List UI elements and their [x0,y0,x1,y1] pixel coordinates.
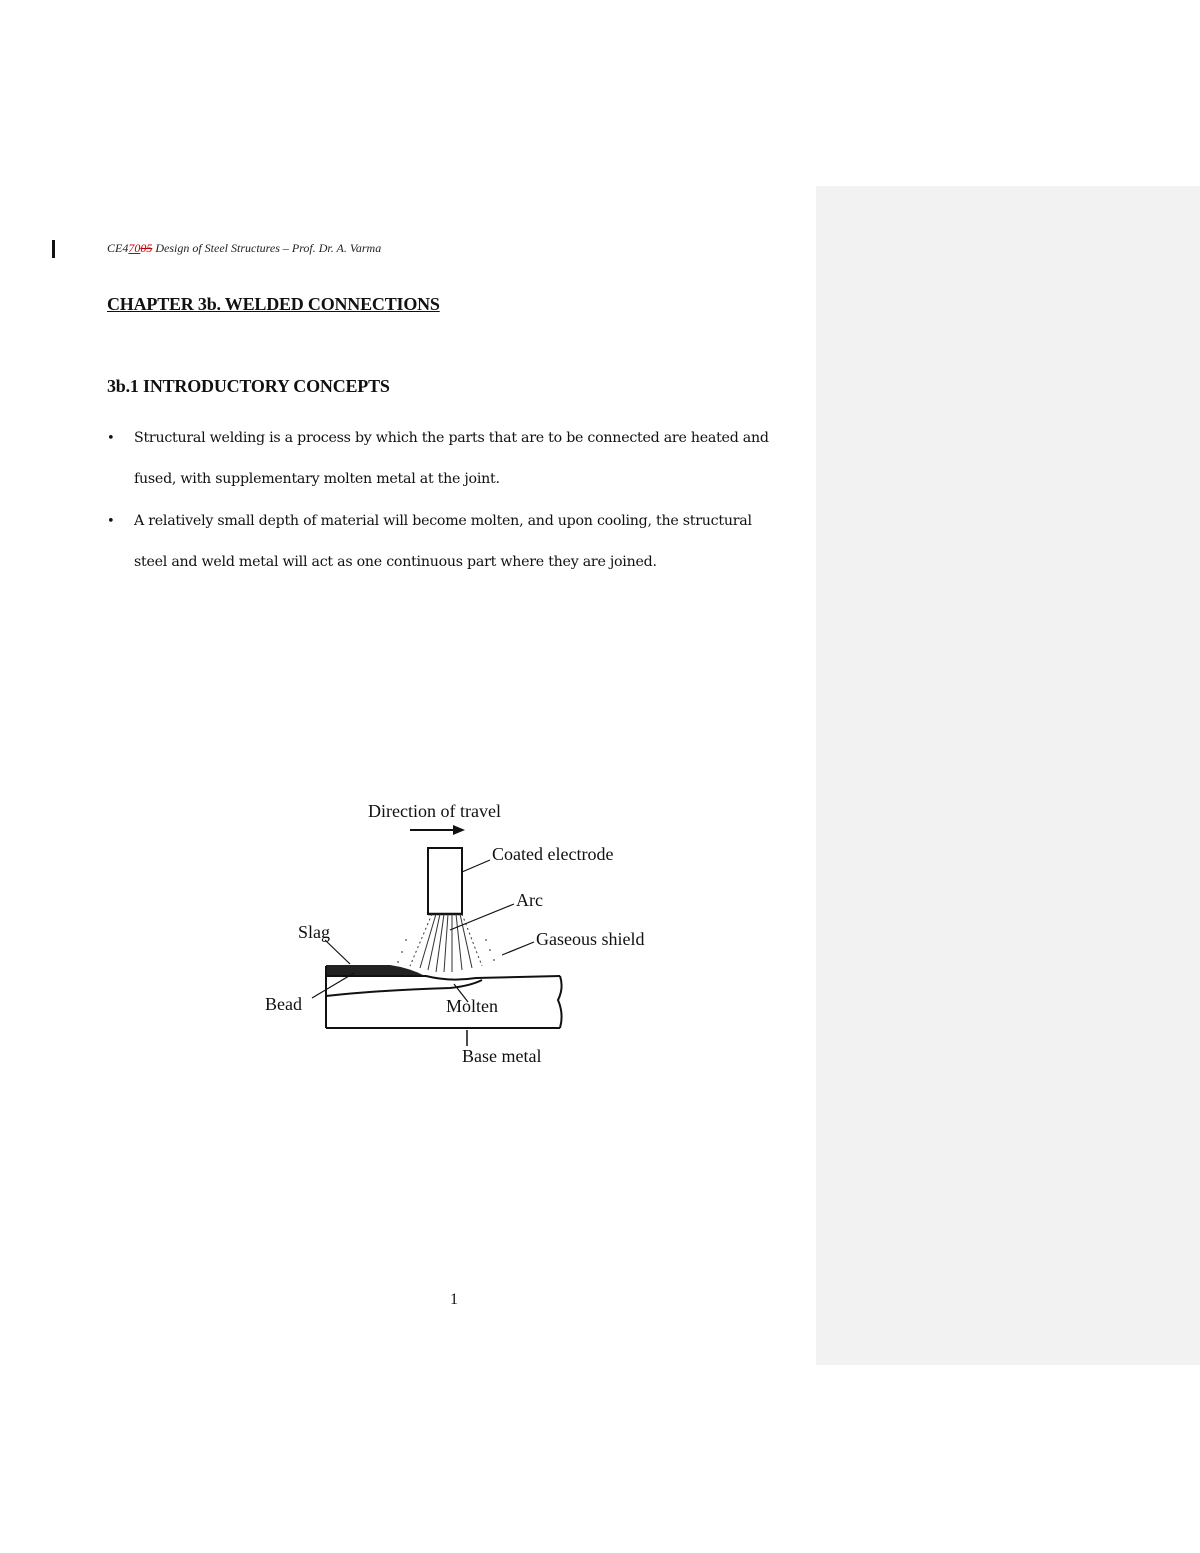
label-slag: Slag [298,922,331,942]
comment-margin-pane [816,186,1200,1365]
coated-electrode-shape [428,848,462,914]
direction-arrow-icon [410,825,465,835]
label-coated-electrode: Coated electrode [492,844,614,864]
bullet-list [107,418,777,584]
header-course-title: Design of Steel Structures – Prof. Dr. A. Varma [152,241,382,255]
header-course-deletion: 05 [140,241,153,255]
bullet-marker: • [107,431,115,446]
label-gaseous-shield: Gaseous shield [536,929,645,949]
label-base-metal: Base metal [462,1046,542,1066]
section-heading: 3b.1 INTRODUCTORY CONCEPTS [107,376,390,396]
welding-process-figure [250,790,680,1080]
bullet-item [107,418,777,500]
bullet-text: A relatively small depth of material will become molten, and upon cooling, the structural steel and weld metal will act as one continuous part where they are joined. [134,513,752,570]
bullet-marker: • [107,514,115,529]
label-bead: Bead [265,994,302,1014]
label-direction-of-travel: Direction of travel [368,801,501,821]
running-header [107,241,381,256]
base-metal-plate [326,966,562,1028]
bullet-item [107,501,777,583]
label-molten: Molten [446,996,498,1016]
label-arc: Arc [516,890,543,910]
page-number: 1 [450,1291,458,1308]
header-course-insertion: 70 [128,241,141,255]
chapter-title: CHAPTER 3b. WELDED CONNECTIONS [107,294,440,314]
header-course-prefix: CE4 [107,241,129,255]
arc-shape [410,914,482,972]
bullet-text: Structural welding is a process by which the parts that are to be connected are heated and fused, with supplementary molten metal at the joint. [134,430,769,487]
slag-layer-shape [326,965,425,976]
revision-change-bar [52,240,55,258]
